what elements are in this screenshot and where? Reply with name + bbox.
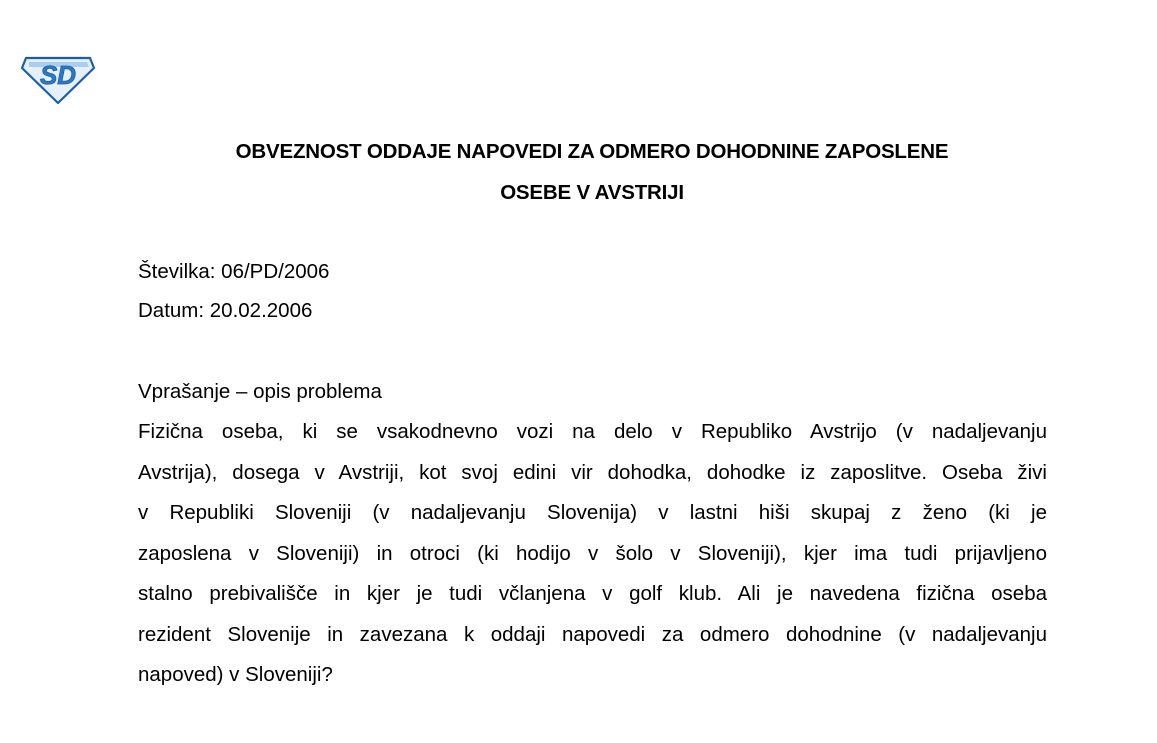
company-logo [20, 48, 98, 104]
document-date: Datum: 20.02.2006 [138, 299, 313, 322]
paragraph-line: v Republiki Sloveniji (v nadaljevanju Slovenija) v lastni hiši skupaj z ženo (ki je [138, 501, 1047, 524]
problem-description-paragraph [138, 420, 1047, 704]
document-title-line-2: OSEBE V AVSTRIJI [500, 181, 684, 204]
section-heading: Vprašanje – opis problema [138, 380, 382, 403]
paragraph-line: zaposlena v Sloveniji) in otroci (ki hodijo v šolo v Sloveniji), kjer ima tudi prijavljeno [138, 541, 1047, 565]
logo-letters: SD [39, 60, 77, 90]
paragraph-line: Avstrija), dosega v Avstriji, kot svoj edini vir dohodka, dohodke iz zaposlitve. Oseba živi [138, 460, 1047, 484]
paragraph-line: Fizična oseba, ki se vsakodnevno vozi na delo v Republiko Avstrijo (v nadaljevanju [138, 420, 1047, 443]
document-number: Številka: 06/PD/2006 [138, 260, 330, 283]
paragraph-line: napoved) v Sloveniji? [138, 663, 333, 686]
paragraph-line: rezident Slovenije in zavezana k oddaji napovedi za odmero dohodnine (v nadaljevanju [138, 622, 1047, 646]
document-title-line-1: OBVEZNOST ODDAJE NAPOVEDI ZA ODMERO DOHODNINE ZAPOSLENE [235, 140, 949, 163]
paragraph-line: stalno prebivališče in kjer je tudi včlanjena v golf klub. Ali je navedena fizična oseba [138, 582, 1047, 605]
